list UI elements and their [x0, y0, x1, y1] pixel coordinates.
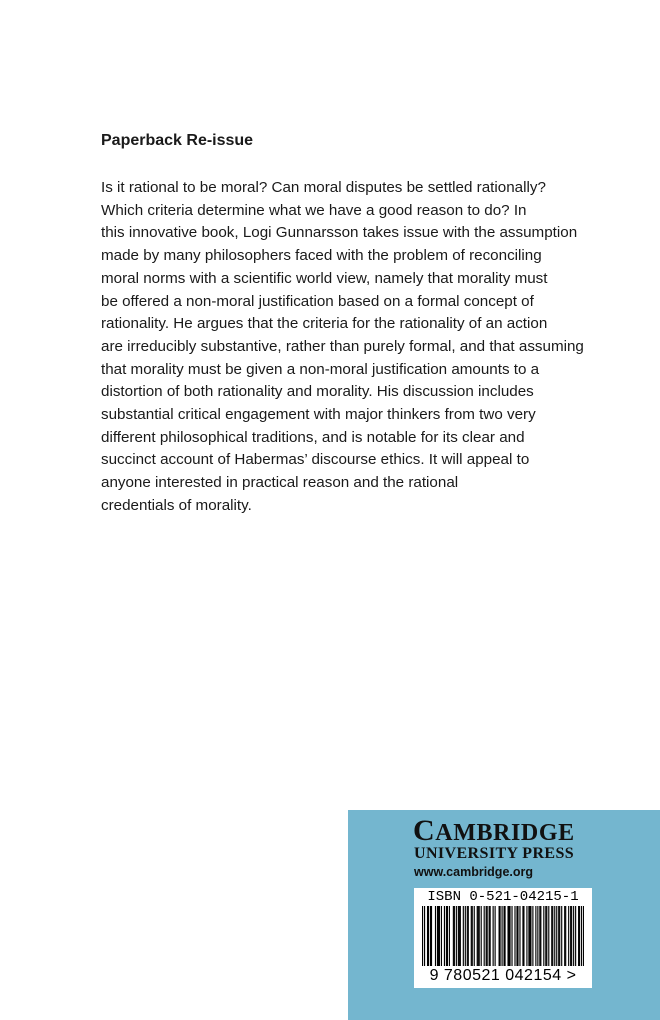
barcode-bar	[431, 906, 432, 966]
barcode-bar	[504, 906, 505, 966]
blurb-line: succinct account of Habermas’ discourse ethics. It will appeal to	[101, 451, 530, 469]
barcode-bar	[427, 906, 428, 966]
ean-digits: 9 780521 042154 >	[429, 967, 577, 984]
publisher-website: www.cambridge.org	[414, 865, 534, 879]
barcode-bar	[551, 906, 552, 966]
barcode-bar	[509, 906, 510, 966]
barcode-bar	[556, 906, 557, 966]
barcode-bar	[460, 906, 461, 966]
barcode-bar	[573, 906, 574, 966]
blurb-line: Which criteria determine what we have a good reason to do? In	[101, 201, 527, 219]
blurb-line: rationality. He argues that the criteria for the rationality of an action	[101, 315, 548, 333]
barcode-bar	[561, 906, 562, 966]
barcode-bar	[472, 906, 473, 966]
barcode-bar	[530, 906, 531, 966]
barcode-bar	[456, 906, 457, 966]
barcode-bar	[570, 906, 571, 966]
barcode-bar	[454, 906, 455, 966]
barcode-bar	[583, 906, 584, 966]
barcode-bar	[490, 906, 491, 966]
barcode-bar	[579, 906, 580, 966]
barcode-bar	[529, 906, 530, 966]
barcode-bar	[575, 906, 576, 966]
barcode-bar	[539, 906, 540, 966]
barcode-bar	[540, 906, 541, 966]
barcode-bar	[453, 906, 454, 966]
section-heading: Paperback Re-issue	[101, 132, 254, 149]
barcode-bar	[437, 906, 438, 966]
barcode-bar	[535, 906, 536, 966]
blurb-line: that morality must be given a non-moral justification amounts to a	[101, 360, 540, 378]
barcode-box	[414, 888, 592, 988]
publisher-logo-subline: UNIVERSITY PRESS	[414, 845, 575, 862]
barcode-bar	[424, 906, 425, 966]
blurb-line: are irreducibly substantive, rather than purely formal, and that assuming	[101, 337, 584, 355]
barcode-bar	[532, 906, 533, 966]
publisher-logo	[413, 814, 575, 848]
barcode-bar	[517, 906, 518, 966]
barcode-bar	[474, 906, 475, 966]
barcode-bar	[502, 906, 503, 966]
barcode-bar	[581, 906, 582, 966]
barcode-bar	[441, 906, 442, 966]
publisher-panel	[348, 810, 660, 1020]
barcode-bar	[477, 906, 478, 966]
barcode-bar	[546, 906, 547, 966]
barcode-bar	[479, 906, 480, 966]
blurb-line: substantial critical engagement with major thinkers from two very	[101, 406, 536, 424]
barcode-bar	[486, 906, 487, 966]
blurb-paragraph	[101, 177, 584, 518]
barcode-bar	[564, 906, 565, 966]
barcode-bar	[435, 906, 436, 966]
barcode-bar	[565, 906, 566, 966]
barcode-bar	[511, 906, 512, 966]
barcode-bar	[571, 906, 572, 966]
barcode-bar	[478, 906, 479, 966]
blurb-line: be offered a non-moral justification based on a formal concept of	[101, 292, 534, 310]
barcode-bar	[508, 906, 509, 966]
barcode-bar	[428, 906, 429, 966]
logo-initial: C	[413, 814, 436, 847]
logo-word: AMBRIDGE	[435, 820, 575, 846]
barcode-bar	[500, 906, 501, 966]
barcode-bar	[522, 906, 523, 966]
barcode-bar	[467, 906, 468, 966]
barcode-bar	[471, 906, 472, 966]
barcode-bar	[504, 906, 505, 966]
barcode-bar	[449, 906, 450, 966]
barcode-bar	[422, 906, 423, 966]
barcode-bar	[487, 906, 488, 966]
barcode-bar	[444, 906, 445, 966]
barcode-bar	[526, 906, 527, 966]
blurb-line: anyone interested in practical reason and the rational	[101, 474, 459, 492]
barcode-bar	[537, 906, 538, 966]
blurb-line: different philosophical traditions, and is notable for its clear and	[101, 428, 525, 446]
barcode-bar	[516, 906, 517, 966]
barcode-bar	[446, 906, 447, 966]
barcode-bar	[523, 906, 524, 966]
barcode-bar	[438, 906, 439, 966]
barcode-bar	[481, 906, 482, 966]
blurb-line: moral norms with a scientific world view, namely that morality must	[101, 269, 548, 287]
barcode-bar	[489, 906, 490, 966]
barcode-bar	[495, 906, 496, 966]
barcode-bars	[422, 906, 584, 966]
barcode-bar	[439, 906, 440, 966]
blurb-line: credentials of morality.	[101, 496, 252, 514]
barcode-bar	[484, 906, 485, 966]
barcode-bar	[519, 906, 520, 966]
barcode-bar	[548, 906, 549, 966]
barcode-bar	[507, 906, 508, 966]
barcode-bar	[447, 906, 448, 966]
blurb-line: this innovative book, Logi Gunnarsson takes issue with the assumption	[101, 224, 578, 242]
barcode-bar	[463, 906, 464, 966]
barcode-bar	[528, 906, 529, 966]
barcode-bar	[568, 906, 569, 966]
barcode-bar	[468, 906, 469, 966]
isbn-label: ISBN 0-521-04215-1	[427, 889, 579, 905]
barcode-bar	[545, 906, 546, 966]
barcode-bar	[559, 906, 560, 966]
blurb-line: Is it rational to be moral? Can moral disputes be settled rationally?	[101, 179, 546, 196]
barcode-bar	[543, 906, 544, 966]
barcode-bar	[459, 906, 460, 966]
barcode-bar	[554, 906, 555, 966]
barcode-bar	[558, 906, 559, 966]
barcode-bar	[458, 906, 459, 966]
barcode-bar	[514, 906, 515, 966]
blurb-line: distortion of both rationality and morality. His discussion includes	[101, 383, 534, 401]
barcode-bar	[430, 906, 431, 966]
barcode-bar	[465, 906, 466, 966]
barcode-bar	[578, 906, 579, 966]
barcode-bar	[552, 906, 553, 966]
barcode-bar	[493, 906, 494, 966]
blurb-line: made by many philosophers faced with the problem of reconciling	[101, 247, 542, 265]
barcode-bar	[499, 906, 500, 966]
